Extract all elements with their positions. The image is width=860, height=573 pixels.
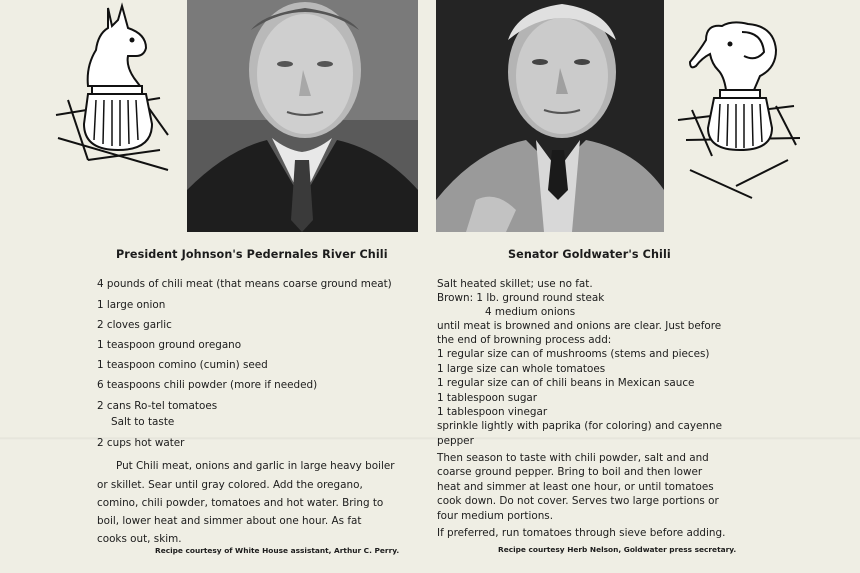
johnson-recipe-title: President Johnson's Pedernales River Chili — [116, 248, 388, 261]
direction-line: Put Chili meat, onions and garlic in large heavy boiler — [116, 460, 395, 472]
ingredient-line: 2 cups hot water — [97, 437, 185, 449]
recipe-line: pepper — [437, 435, 474, 447]
recipe-line: until meat is browned and onions are clear. Just before — [437, 320, 722, 332]
goldwater-portrait — [436, 0, 664, 232]
ingredient-line: 2 cloves garlic — [97, 319, 172, 331]
johnson-portrait — [187, 0, 418, 232]
recipe-line: 1 regular size can of chili beans in Mexican sauce — [437, 377, 695, 389]
recipe-line: heat and simmer at least one hour, or until tomatoes — [437, 481, 714, 493]
donkey-knight-icon — [48, 0, 178, 190]
recipe-line: 1 regular size can of mushrooms (stems and pieces) — [437, 348, 710, 360]
recipe-line: cook down. Do not cover. Serves two large portions or — [437, 495, 719, 507]
recipe-line: four medium portions. — [437, 510, 554, 522]
recipe-line: Salt heated skillet; use no fat. — [437, 278, 593, 290]
ingredient-line: Salt to taste — [111, 416, 175, 428]
ingredient-line: 6 teaspoons chili powder (more if needed) — [97, 379, 318, 391]
recipe-line: sprinkle lightly with paprika (for coloring) and cayenne — [437, 420, 722, 432]
recipe-line: If preferred, run tomatoes through sieve before adding. — [437, 527, 726, 539]
ingredient-line: 2 cans Ro-tel tomatoes — [97, 400, 218, 412]
direction-line: comino, chili powder, tomatoes and hot water. Bring to — [97, 497, 384, 509]
goldwater-recipe-title: Senator Goldwater's Chili — [508, 248, 671, 261]
direction-line: boil, lower heat and simmer about one hour. As fat — [97, 515, 362, 527]
ingredient-line: 1 large onion — [97, 299, 166, 311]
direction-line: or skillet. Sear until gray colored. Add the oregano, — [97, 479, 363, 491]
ingredient-line: 1 teaspoon comino (cumin) seed — [97, 359, 268, 371]
direction-line: cooks out, skim. — [97, 533, 182, 545]
recipe-line: Then season to taste with chili powder, salt and and — [437, 452, 709, 464]
recipe-line: coarse ground pepper. Bring to boil and then lower — [437, 466, 703, 478]
recipe-line: 4 medium onions — [485, 306, 576, 318]
elephant-chess-piece-icon — [676, 10, 806, 200]
goldwater-recipe-credit: Recipe courtesy Herb Nelson, Goldwater press secretary. — [498, 545, 737, 554]
recipe-line: 1 tablespoon sugar — [437, 392, 538, 404]
recipe-line: 1 tablespoon vinegar — [437, 406, 548, 418]
recipe-line: Brown: 1 lb. ground round steak — [437, 292, 605, 304]
ingredient-line: 4 pounds of chili meat (that means coarse ground meat) — [97, 278, 392, 290]
ingredient-line: 1 teaspoon ground oregano — [97, 339, 242, 351]
recipe-line: the end of browning process add: — [437, 334, 612, 346]
recipe-line: 1 large size can whole tomatoes — [437, 363, 606, 375]
johnson-recipe-credit: Recipe courtesy of White House assistant, Arthur C. Perry. — [155, 546, 400, 555]
